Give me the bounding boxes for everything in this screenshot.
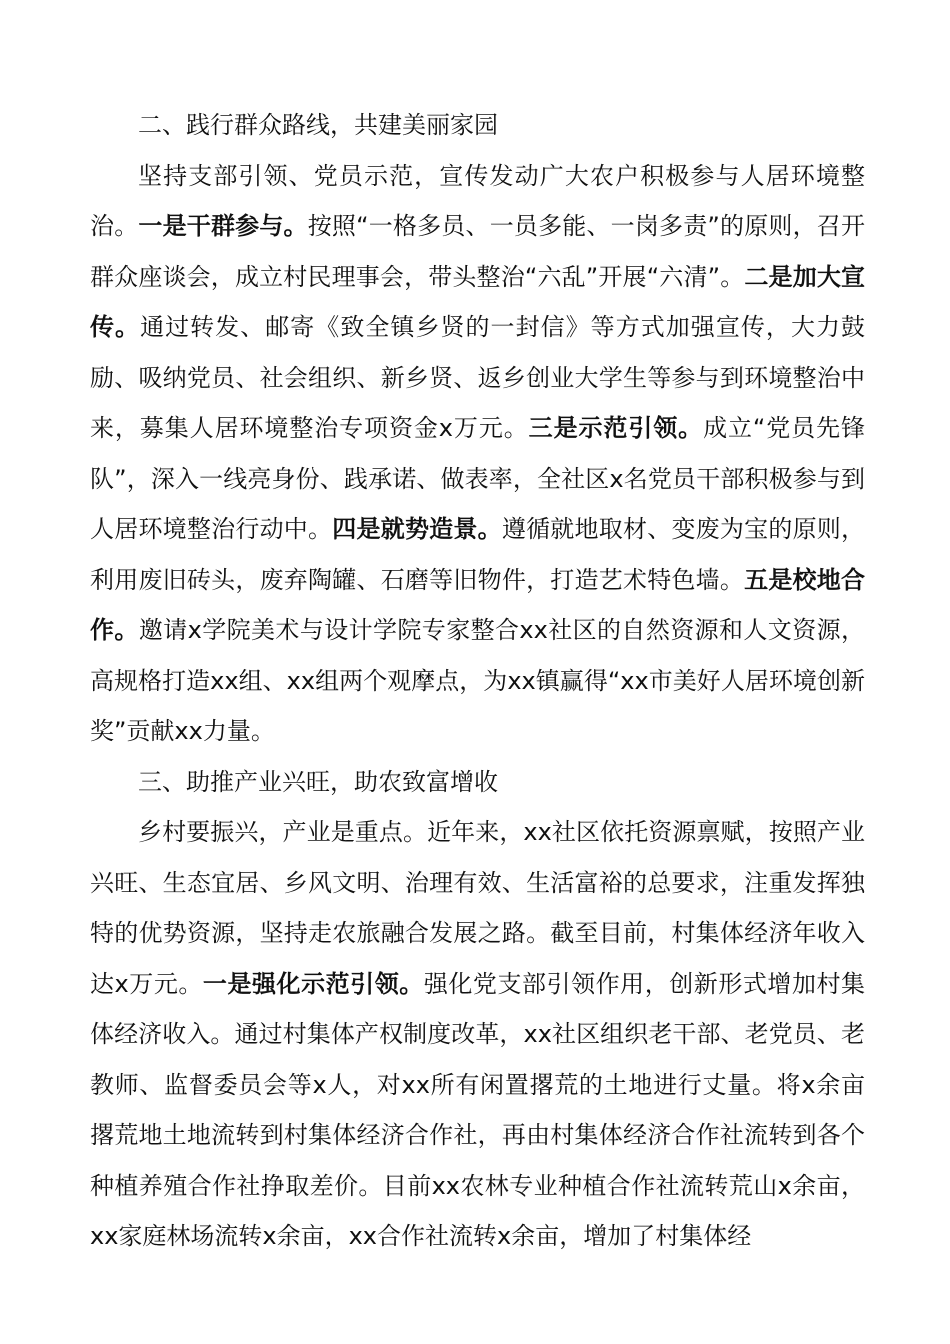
point-1-title: 一是干群参与。: [138, 212, 308, 240]
point-4-text: 遵循就地取材、变废为宝的原则，利用废旧砖头，废弃陶罐、石磨等旧物件，打造艺术特色墙。: [90, 515, 866, 594]
point-5-text: 邀请x学院美术与设计学院专家整合xx社区的自然资源和人文资源，高规格打造xx组、xx组两个观摩点，为xx镇赢得“xx市美好人居环境创新奖”贡献xx力量。: [90, 616, 866, 745]
point-4-title: 四是就势造景。: [332, 515, 502, 543]
section-3-point-1-text: 强化党支部引领作用，创新形式增加村集体经济收入。通过村集体产权制度改革，xx社区组织老干部、老党员、老教师、监督委员会等x人，对xx所有闲置撂荒的土地进行丈量。将x余亩撂荒地土地流转到村集体经济合作社，再由村集体经济合作社流转到各个种植养殖合作社挣取差价。目前xx农林专业种植合作社流转荒山x余亩，xx家庭林场流转x余亩，xx合作社流转x余亩，增加了村集体经: [90, 969, 866, 1250]
section-3-point-1-title: 一是强化示范引领。: [202, 969, 424, 998]
point-1-text: 按照“一格多员、一员多能、一岗多责”的原则，召开群众座谈会，成立村民理事会，带头整治“六乱”开展“六清”。: [90, 212, 866, 291]
point-3-text: 成立“党员先锋队”，深入一线亮身份、践承诺、做表率，全社区x名党员干部积极参与到人居环境整治行动中。: [90, 414, 866, 543]
point-2-text: 通过转发、邮寄《致全镇乡贤的一封信》等方式加强宣传，大力鼓励、吸纳党员、社会组织、新乡贤、返乡创业大学生等参与到环境整治中来，募集人居环境整治专项资金x万元。: [90, 313, 866, 442]
point-5-title: 五是校地合作。: [90, 565, 866, 644]
section-heading-2: 二、践行群众路线，共建美丽家园: [138, 111, 498, 139]
section-heading-3: 三、助推产业兴旺，助农致富增收: [138, 767, 498, 796]
point-3-title: 三是示范引领。: [528, 414, 704, 442]
section-2-paragraph: [90, 151, 865, 757]
section-3-intro: 乡村要振兴，产业是重点。近年来，xx社区依托资源禀赋，按照产业兴旺、生态宜居、乡风文明、治理有效、生活富裕的总要求，注重发挥独特的优势资源，坚持走农旅融合发展之路。截至目前，村集体经济年收入达x万元。: [90, 818, 865, 998]
section-2-intro: 坚持支部引领、党员示范，宣传发动广大农户积极参与人居环境整治。: [90, 161, 865, 240]
document-body: [90, 100, 865, 1262]
section-3-paragraph: [90, 807, 865, 1262]
point-2-title: 二是加大宣传。: [90, 262, 866, 341]
